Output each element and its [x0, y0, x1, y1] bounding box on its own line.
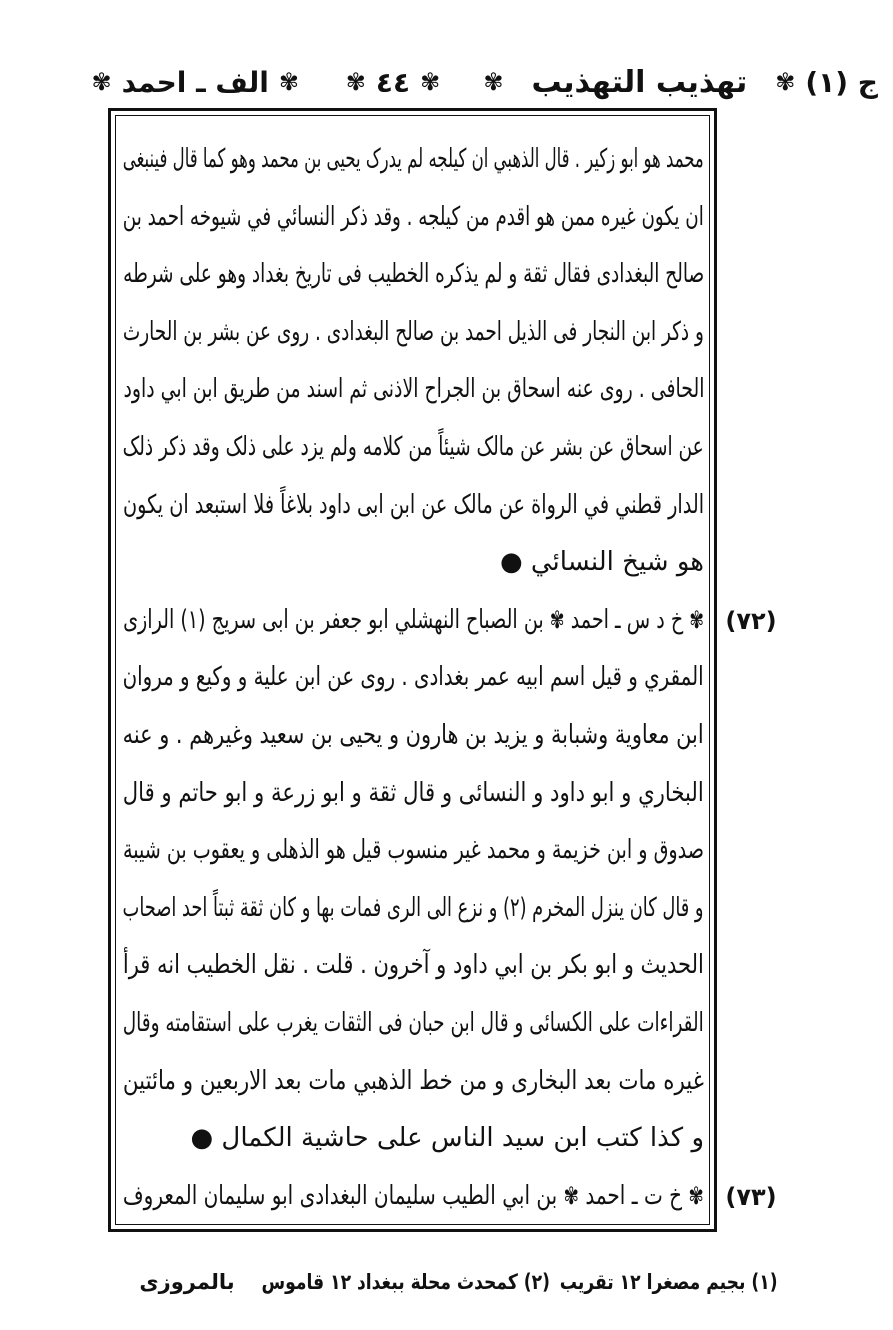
line-text: الدار قطني في الرواة عن مالک عن ابن ابی داود بلاغاً فلا استبعد ان یکون [123, 489, 704, 520]
book-title: تهذیب التهذیب [531, 64, 748, 100]
text-frame [108, 108, 717, 1232]
text-line [123, 1053, 704, 1111]
flower-ornament-icon [483, 68, 503, 96]
text-line [123, 246, 704, 304]
entry-first-line [123, 592, 704, 650]
text-line [123, 304, 704, 362]
flower-ornament-icon [420, 68, 440, 96]
flower-ornament-icon [775, 68, 795, 96]
text-line [123, 649, 704, 707]
line-text: البخاري و ابو داود و النسائی و قال ثقة و ابو زرعة و ابو حاتم و قال [123, 777, 704, 808]
page-number-group [340, 60, 446, 104]
text-line [123, 361, 704, 419]
line-text [123, 1168, 704, 1226]
line-text: هو شیخ النسائي ● [499, 547, 704, 578]
footnote: (١) بجیم مصغرا ١٢ تقریب [560, 1270, 778, 1294]
footnote: (٢) کمحدث محلة ببغداد ١٢ قاموس [262, 1270, 551, 1294]
entry-number: (٧٣) [725, 1183, 777, 1211]
flower-ornament-icon [279, 68, 299, 96]
footnotes [262, 1262, 778, 1302]
running-header-title-group [483, 60, 878, 104]
text-line [123, 937, 704, 995]
text-line [123, 189, 704, 247]
line-text: صالح البغدادی فقال ثقة و لم یذکره الخطیب فی تاریخ بغداد وهو علی شرطه [123, 259, 704, 290]
text-line [123, 1110, 704, 1168]
line-text: و کذا کتب ابن سید الناس علی حاشیة الکمال ● [190, 1123, 704, 1154]
flower-ornament-icon [564, 1182, 579, 1210]
line-text: غیره مات بعد البخاری و من خط الذهبي مات بعد الاربعین و مائتین [123, 1065, 704, 1096]
text-line [123, 822, 704, 880]
entry-heading: خ ت ـ احمد [585, 1180, 683, 1211]
flower-ornament-icon [346, 68, 366, 96]
text-line [123, 131, 704, 189]
text-line [123, 477, 704, 535]
entry-first-line [123, 1168, 704, 1226]
line-text: ان یکون غیره ممن هو اقدم من کیلجه . وقد ذکر النسائي في شیوخه احمد بن [123, 201, 704, 232]
flower-ornament-icon [689, 606, 704, 634]
line-text: و ذکر ابن النجار فی الذیل احمد بن صالح البغدادی . روی عن بشر بن الحارث [123, 316, 704, 347]
page-number: ٤٤ [375, 65, 411, 99]
footnotes-line [262, 1262, 778, 1302]
section-group [103, 60, 299, 104]
flower-ornament-icon [689, 1182, 704, 1210]
entry-text: بن ابي الطیب سلیمان البغدادی ابو سلیمان المعروف [123, 1180, 558, 1211]
entry-text: بن الصباح النهشلي ابو جعفر بن ابی سریج (١) الرازی [123, 604, 544, 635]
line-text: المقري و قیل اسم ابیه عمر بغدادی . روی عن ابن علیة و وکیع و مروان [123, 662, 704, 693]
text-line [123, 534, 704, 592]
line-text: الحدیث و ابو بکر بن ابي داود و آخرون . قلت . نقل الخطیب انه قرأ [123, 950, 704, 981]
line-text: محمد هو ابو زکیر . قال الذهبي ان کیلجه لم یدرک یحیی بن محمد وهو کما قال فینبغی [123, 144, 704, 174]
volume-label: ج (١) [805, 65, 878, 99]
text-body [123, 131, 704, 1225]
text-line [123, 880, 704, 938]
line-text: عن اسحاق عن بشر عن مالک شیئاً من کلامه ولم یزد علی ذلک وقد ذکر ذلک [123, 431, 704, 462]
line-text: ابن معاویة وشبابة و یزید بن هارون و یحیی بن سعید وغیرهم . و عنه [123, 719, 704, 750]
text-line [123, 765, 704, 823]
entry-heading: خ د س ـ احمد [570, 604, 684, 635]
line-text: صدوق و ابن خزیمة و محمد غیر منسوب قیل هو الذهلی و یعقوب بن شیبة [123, 835, 704, 866]
line-text: القراءات علی الکسائی و قال ابن حبان فی الثقات یغرب علی استقامته وقال [123, 1007, 704, 1038]
line-text [123, 592, 704, 650]
text-line [123, 419, 704, 477]
flower-ornament-icon [550, 606, 565, 634]
section-label: الف ـ احمد [121, 65, 269, 99]
flower-ornament-icon [92, 68, 112, 96]
line-text: الحافی . روی عنه اسحاق بن الجراح الاذنی ثم اسند من طریق ابن ابي داود [123, 374, 704, 405]
text-line [123, 995, 704, 1053]
entry-number: (٧٢) [725, 607, 777, 635]
catchword: بالمروزی [139, 1270, 235, 1294]
line-text: و قال کان ینزل المخرم (٢) و نزع الی الری فمات بها و کان ثقة ثبتاً احد اصحاب [123, 892, 704, 923]
text-line [123, 707, 704, 765]
